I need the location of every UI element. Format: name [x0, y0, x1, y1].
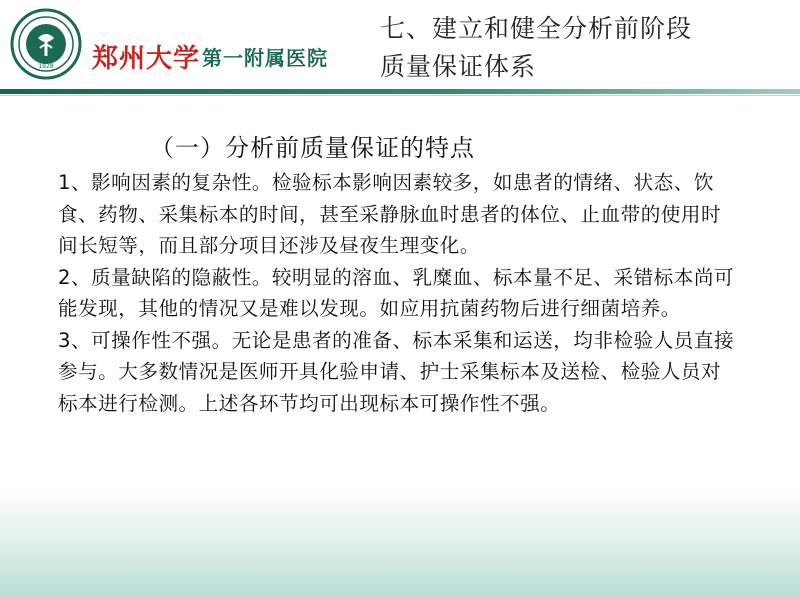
body-text [58, 167, 738, 419]
paragraph: 3、可操作性不强。无论是患者的准备、标本采集和运送，均非检验人员直接参与。大多数情况是医师开具化验申请、护士采集标本及送检、检验人员对标本进行检测。上述各环节均可出现标本可操作性不强。 [58, 328, 735, 415]
paragraph: 2、质量缺陷的隐蔽性。较明显的溶血、乳糜血、标本量不足、采错标本尚可能发现，其他的情况又是难以发现。如应用抗菌药物后进行细菌培养。 [58, 265, 735, 320]
header-divider-thin [0, 95, 800, 96]
svg-text:1928: 1928 [38, 63, 54, 70]
slide-title [380, 10, 790, 86]
bottom-gradient [0, 488, 800, 598]
slide-title-line: 七、建立和健全分析前阶段 [380, 14, 693, 43]
section-subtitle: （一）分析前质量保证的特点 [150, 134, 475, 162]
hospital-logo-subtext: 第一附属医院 [202, 46, 328, 70]
hospital-logo-text: 郑州大学 [92, 44, 201, 74]
paragraph: 1、影响因素的复杂性。检验标本影响因素较多，如患者的情绪、状态、饮食、药物、采集标本的时间，甚至采静脉血时患者的体位、止血带的使用时间长短等，而且部分项目还涉及昼夜生理变化。 [58, 171, 722, 257]
slide-header [0, 0, 800, 96]
hospital-emblem-icon [10, 8, 82, 80]
slide-title-line: 质量保证体系 [380, 52, 537, 81]
header-divider [0, 89, 800, 94]
